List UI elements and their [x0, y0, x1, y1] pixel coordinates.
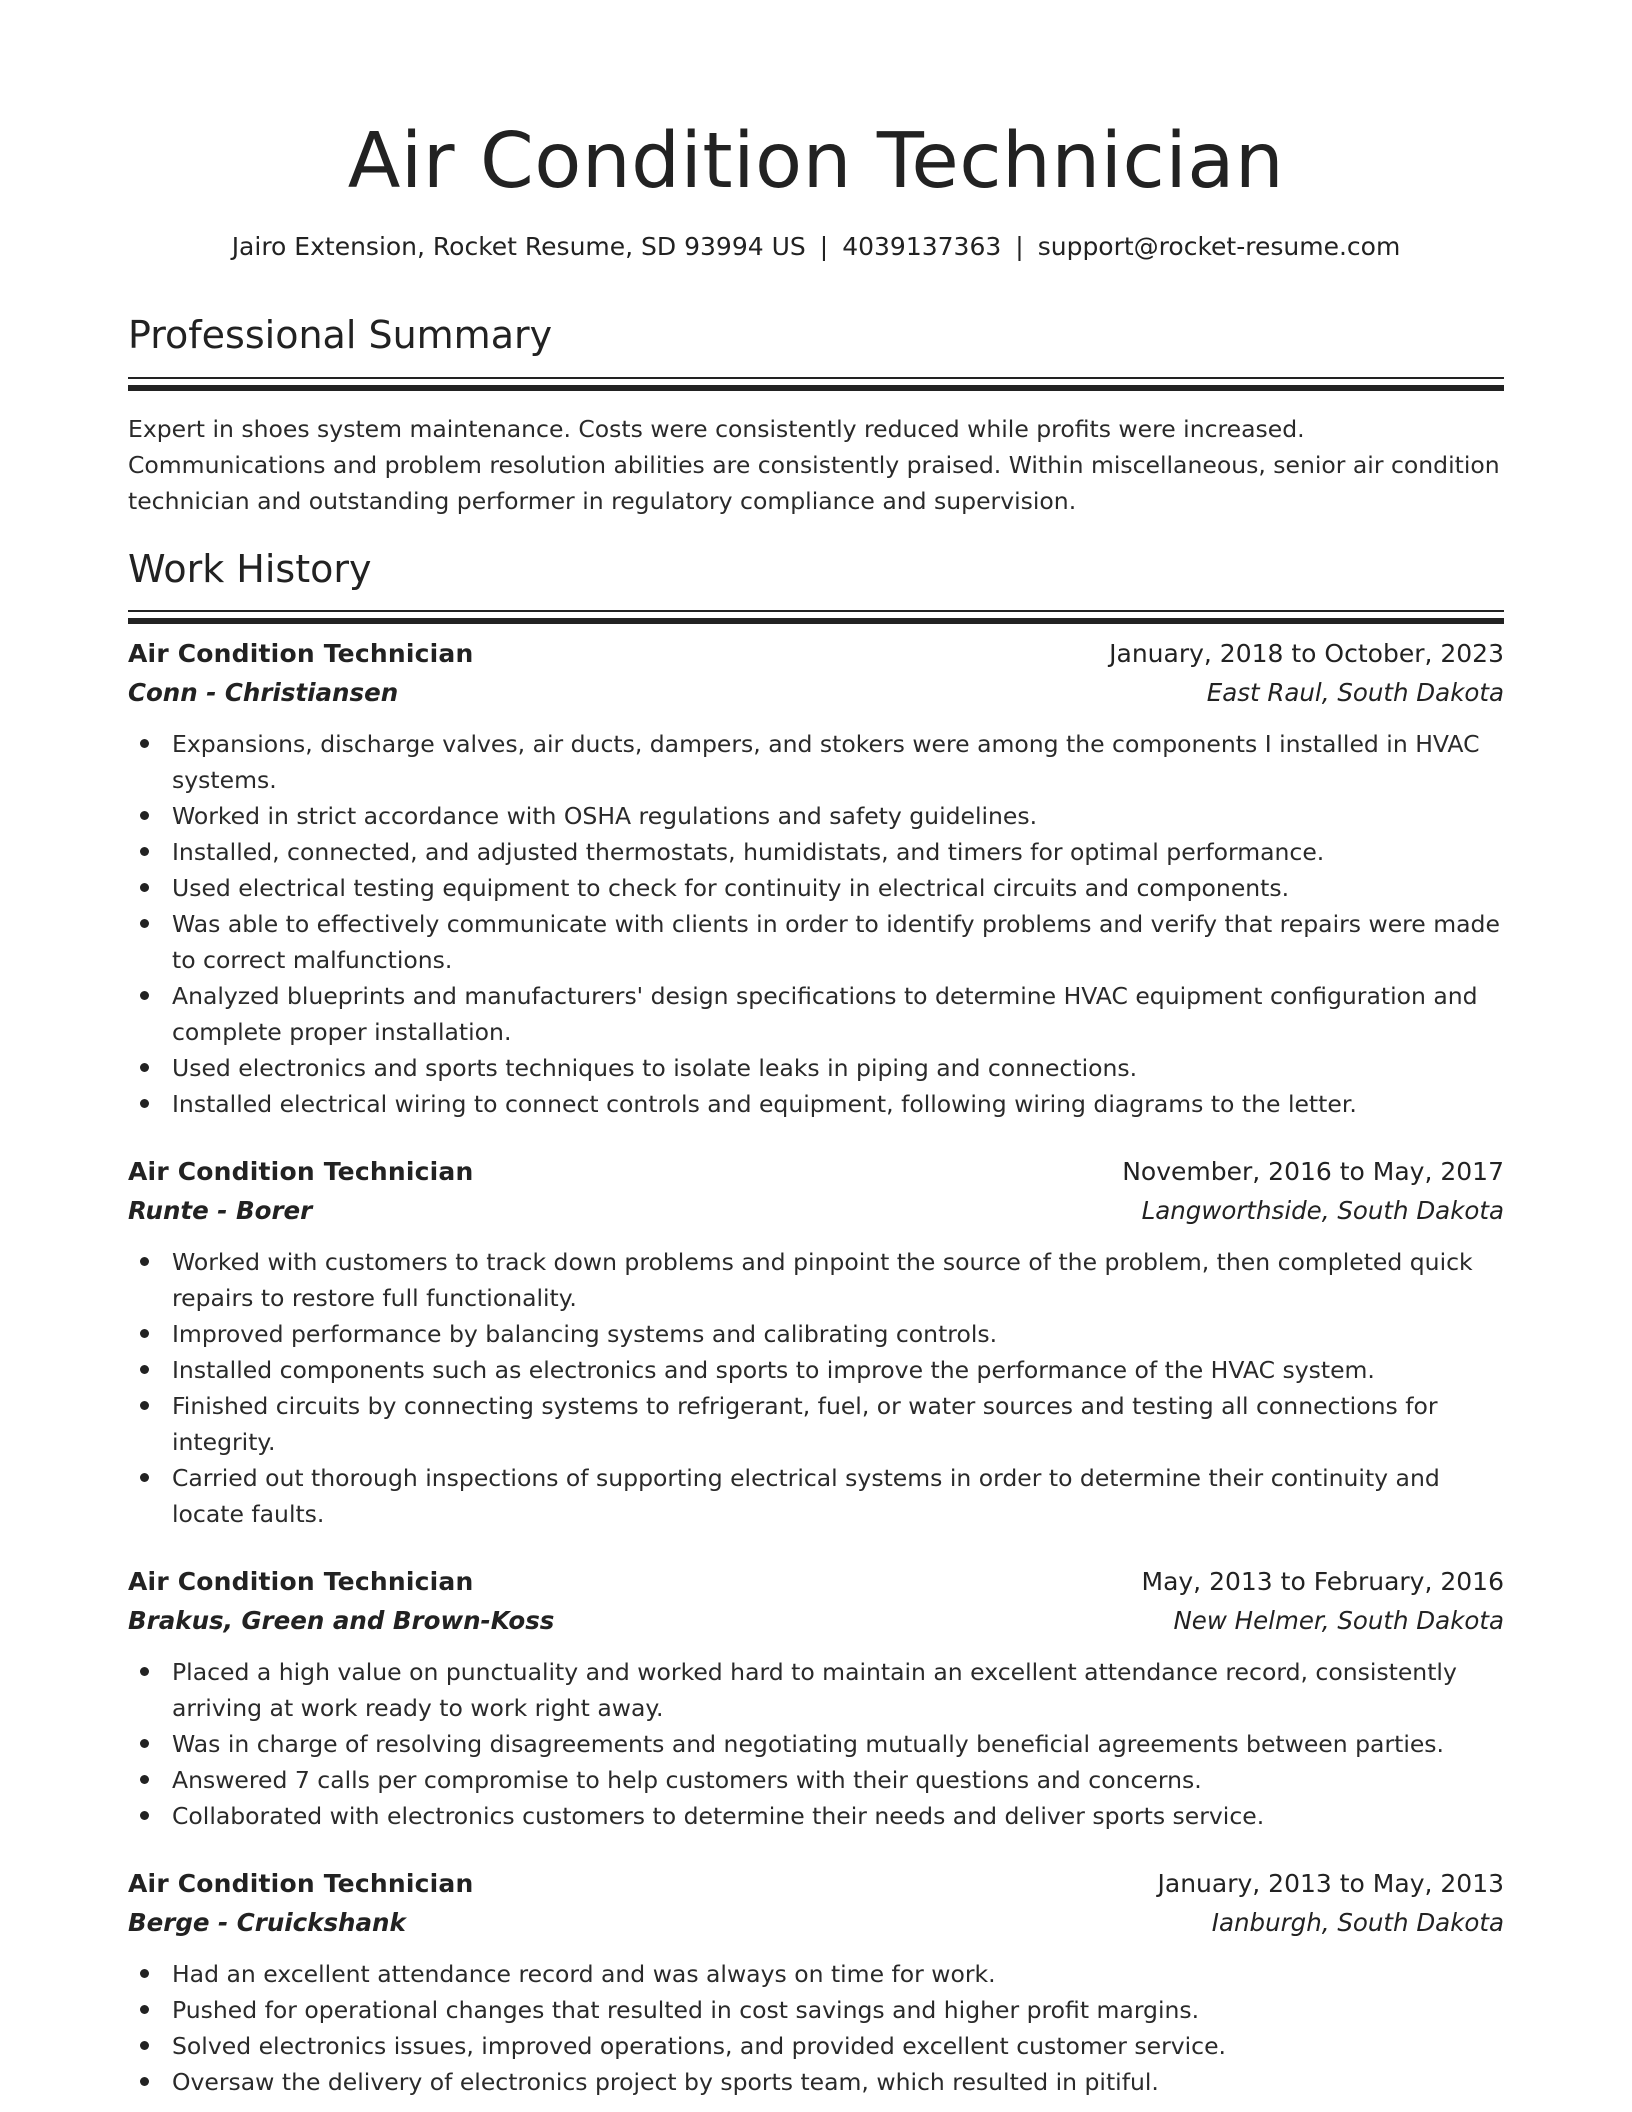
- job-entry: [128, 1864, 1504, 2100]
- job-bullet-list: [128, 1654, 1504, 1834]
- job-company: Runte - Borer: [128, 1196, 313, 1226]
- contact-line: [128, 231, 1504, 264]
- job-bullet: Was in charge of resolving disagreements and negotiating mutually beneficial agreements between parties.: [172, 1726, 1504, 1762]
- job-bullet: Used electronics and sports techniques to isolate leaks in piping and connections.: [172, 1050, 1504, 1086]
- job-entry: [128, 634, 1504, 1122]
- job-employer-row: [128, 1602, 1504, 1640]
- job-bullet: Placed a high value on punctuality and worked hard to maintain an excellent attendance record, consistently arriving at work ready to work right away.: [172, 1654, 1504, 1726]
- contact-separator: |: [1015, 231, 1024, 261]
- job-title: Air Condition Technician: [128, 1567, 474, 1597]
- job-bullet: Pushed for operational changes that resulted in cost savings and higher profit margins.: [172, 1992, 1504, 2028]
- job-bullet: Analyzed blueprints and manufacturers' design specifications to determine HVAC equipment configuration and complete proper installation.: [172, 978, 1504, 1050]
- work-history-section: [128, 547, 1504, 2101]
- job-bullet: Oversaw the delivery of electronics project by sports team, which resulted in pitiful.: [172, 2064, 1504, 2100]
- job-bullet: Used electrical testing equipment to check for continuity in electrical circuits and components.: [172, 870, 1504, 906]
- job-entry: [128, 1562, 1504, 1834]
- job-bullet: Worked with customers to track down problems and pinpoint the source of the problem, then completed quick repairs to restore full functionality.: [172, 1244, 1504, 1316]
- job-company: Brakus, Green and Brown-Koss: [128, 1606, 555, 1636]
- contact-phone: 4039137363: [842, 231, 1002, 261]
- job-list: [128, 634, 1504, 2100]
- job-location: Ianburgh, South Dakota: [1211, 1908, 1504, 1938]
- job-bullet: Worked in strict accordance with OSHA regulations and safety guidelines.: [172, 798, 1504, 834]
- job-bullet: Solved electronics issues, improved operations, and provided excellent customer service.: [172, 2028, 1504, 2064]
- job-header-row: [128, 1864, 1504, 1904]
- job-location: New Helmer, South Dakota: [1173, 1606, 1504, 1636]
- job-header-row: [128, 1152, 1504, 1192]
- contact-separator: |: [819, 231, 829, 261]
- summary-text: Expert in shoes system maintenance. Costs were consistently reduced while profits were increased. Communications and problem resolution abilities are consistently praised. Within miscellaneous, senior air condition technician and outstanding performer in regulatory compliance and supervision.: [128, 414, 1500, 515]
- job-bullet: Answered 7 calls per compromise to help customers with their questions and concerns.: [172, 1762, 1504, 1798]
- job-bullet-list: [128, 726, 1504, 1122]
- section-divider: [128, 377, 1504, 391]
- job-bullet-list: [128, 1956, 1504, 2100]
- job-header-row: [128, 1562, 1504, 1602]
- job-bullet: Installed components such as electronics and sports to improve the performance of the HVAC system.: [172, 1352, 1504, 1388]
- job-bullet: Carried out thorough inspections of supporting electrical systems in order to determine their continuity and locate faults.: [172, 1460, 1504, 1532]
- job-bullet: Finished circuits by connecting systems to refrigerant, fuel, or water sources and testing all connections for integrity.: [172, 1388, 1504, 1460]
- job-bullet: Collaborated with electronics customers to determine their needs and deliver sports service.: [172, 1798, 1504, 1834]
- contact-address: Jairo Extension, Rocket Resume, SD 93994 US: [231, 231, 806, 261]
- job-dates: January, 2013 to May, 2013: [1157, 1869, 1504, 1899]
- resume-title: Air Condition Technician: [347, 117, 1285, 206]
- job-entry: [128, 1152, 1504, 1532]
- job-company: Conn - Christiansen: [128, 678, 399, 708]
- job-company: Berge - Cruickshank: [128, 1908, 406, 1938]
- job-bullet: Expansions, discharge valves, air ducts, dampers, and stokers were among the components I installed in HVAC systems.: [172, 726, 1504, 798]
- work-history-heading: Work History: [128, 546, 372, 591]
- job-bullet: Improved performance by balancing systems and calibrating controls.: [172, 1316, 1504, 1352]
- job-bullet: Installed electrical wiring to connect controls and equipment, following wiring diagrams to the letter.: [172, 1086, 1504, 1122]
- job-bullet: Had an excellent attendance record and was always on time for work.: [172, 1956, 1504, 1992]
- job-bullet: Installed, connected, and adjusted thermostats, humidistats, and timers for optimal performance.: [172, 834, 1504, 870]
- job-title: Air Condition Technician: [128, 1869, 474, 1899]
- job-title: Air Condition Technician: [128, 1157, 474, 1187]
- job-location: Langworthside, South Dakota: [1141, 1196, 1504, 1226]
- contact-email: support@rocket-resume.com: [1037, 231, 1401, 261]
- summary-heading: Professional Summary: [128, 313, 553, 358]
- job-employer-row: [128, 674, 1504, 712]
- job-header-row: [128, 634, 1504, 674]
- job-bullet-list: [128, 1244, 1504, 1532]
- job-employer-row: [128, 1192, 1504, 1230]
- summary-section: [128, 313, 1504, 519]
- job-dates: January, 2018 to October, 2023: [1109, 639, 1504, 669]
- job-location: East Raul, South Dakota: [1206, 678, 1504, 708]
- job-dates: May, 2013 to February, 2016: [1141, 1567, 1504, 1597]
- section-divider: [128, 610, 1504, 624]
- job-title: Air Condition Technician: [128, 639, 474, 669]
- job-dates: November, 2016 to May, 2017: [1122, 1157, 1504, 1187]
- job-bullet: Was able to effectively communicate with clients in order to identify problems and verify that repairs were made to correct malfunctions.: [172, 906, 1504, 978]
- job-employer-row: [128, 1904, 1504, 1942]
